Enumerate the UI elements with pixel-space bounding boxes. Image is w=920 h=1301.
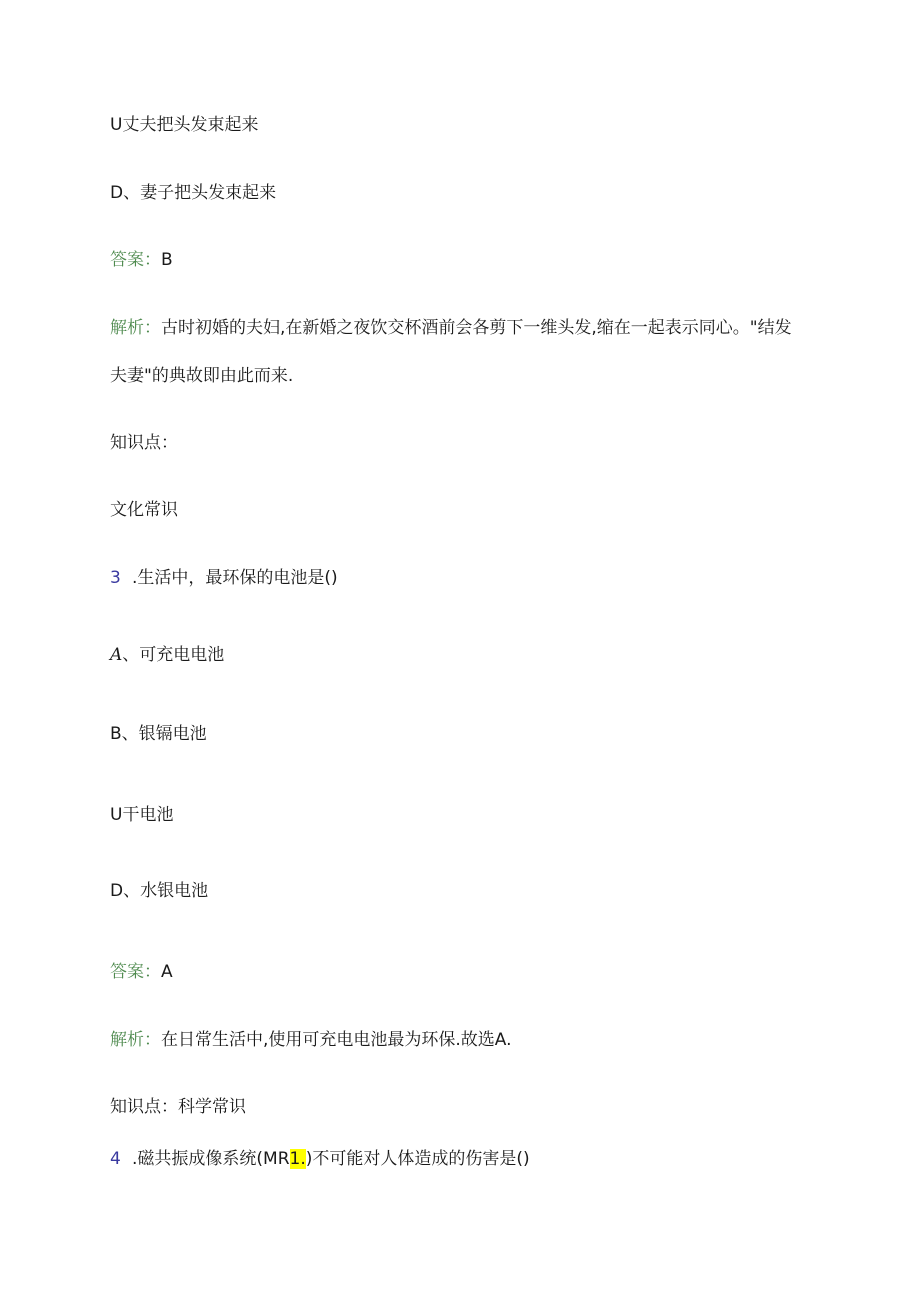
q3-explanation	[110, 1028, 512, 1052]
q3-explanation-text: 在日常生活中,使用可充电电池最为环保.故选A.	[161, 1030, 512, 1050]
q4-number: 4	[110, 1149, 121, 1169]
q2-explanation-text: 古时初婚的夫妇,在新婚之夜饮交杯酒前会各剪下一维头发,缩在一起表示同心。"结发	[161, 318, 792, 338]
q3-question-text: .生活中，最环保的电池是()	[132, 568, 338, 588]
q3-answer	[110, 960, 173, 984]
q2-explanation-line1	[110, 316, 792, 340]
q3-explanation-label: 解析：	[110, 1030, 161, 1050]
q3-option-a-letter: A	[110, 645, 123, 665]
q3-option-a	[110, 643, 224, 667]
q2-explanation-line2: 夫妻"的典故即由此而来.	[110, 366, 294, 386]
q3-option-a-text: 、可充电电池	[122, 645, 225, 665]
q3-question	[110, 566, 338, 590]
q4-question-text-post: )不可能对人体造成的伤害是()	[305, 1149, 530, 1169]
q2-knowledge-label: 知识点：	[110, 433, 178, 453]
q2-option-d: D、妻子把头发束起来	[110, 183, 277, 203]
q2-explanation-label: 解析：	[110, 318, 161, 338]
q4-question-text-pre: .磁共振成像系统(MR	[132, 1149, 290, 1169]
q2-answer-label: 答案：	[110, 250, 161, 270]
q3-answer-label: 答案：	[110, 962, 161, 982]
q3-option-b: B、银镉电池	[110, 724, 207, 744]
q3-option-c: U干电池	[110, 805, 174, 825]
q3-answer-value: A	[161, 962, 173, 982]
q4-highlight: 1.	[289, 1149, 306, 1169]
q3-option-d: D、水银电池	[110, 881, 209, 901]
q2-answer-value: B	[161, 250, 173, 270]
q2-option-c: U丈夫把头发束起来	[110, 115, 259, 135]
q3-number: 3	[110, 568, 121, 588]
q3-knowledge: 知识点：科学常识	[110, 1097, 246, 1117]
q2-answer	[110, 248, 173, 272]
q4-question	[110, 1147, 530, 1171]
q2-knowledge-value: 文化常识	[110, 500, 178, 520]
